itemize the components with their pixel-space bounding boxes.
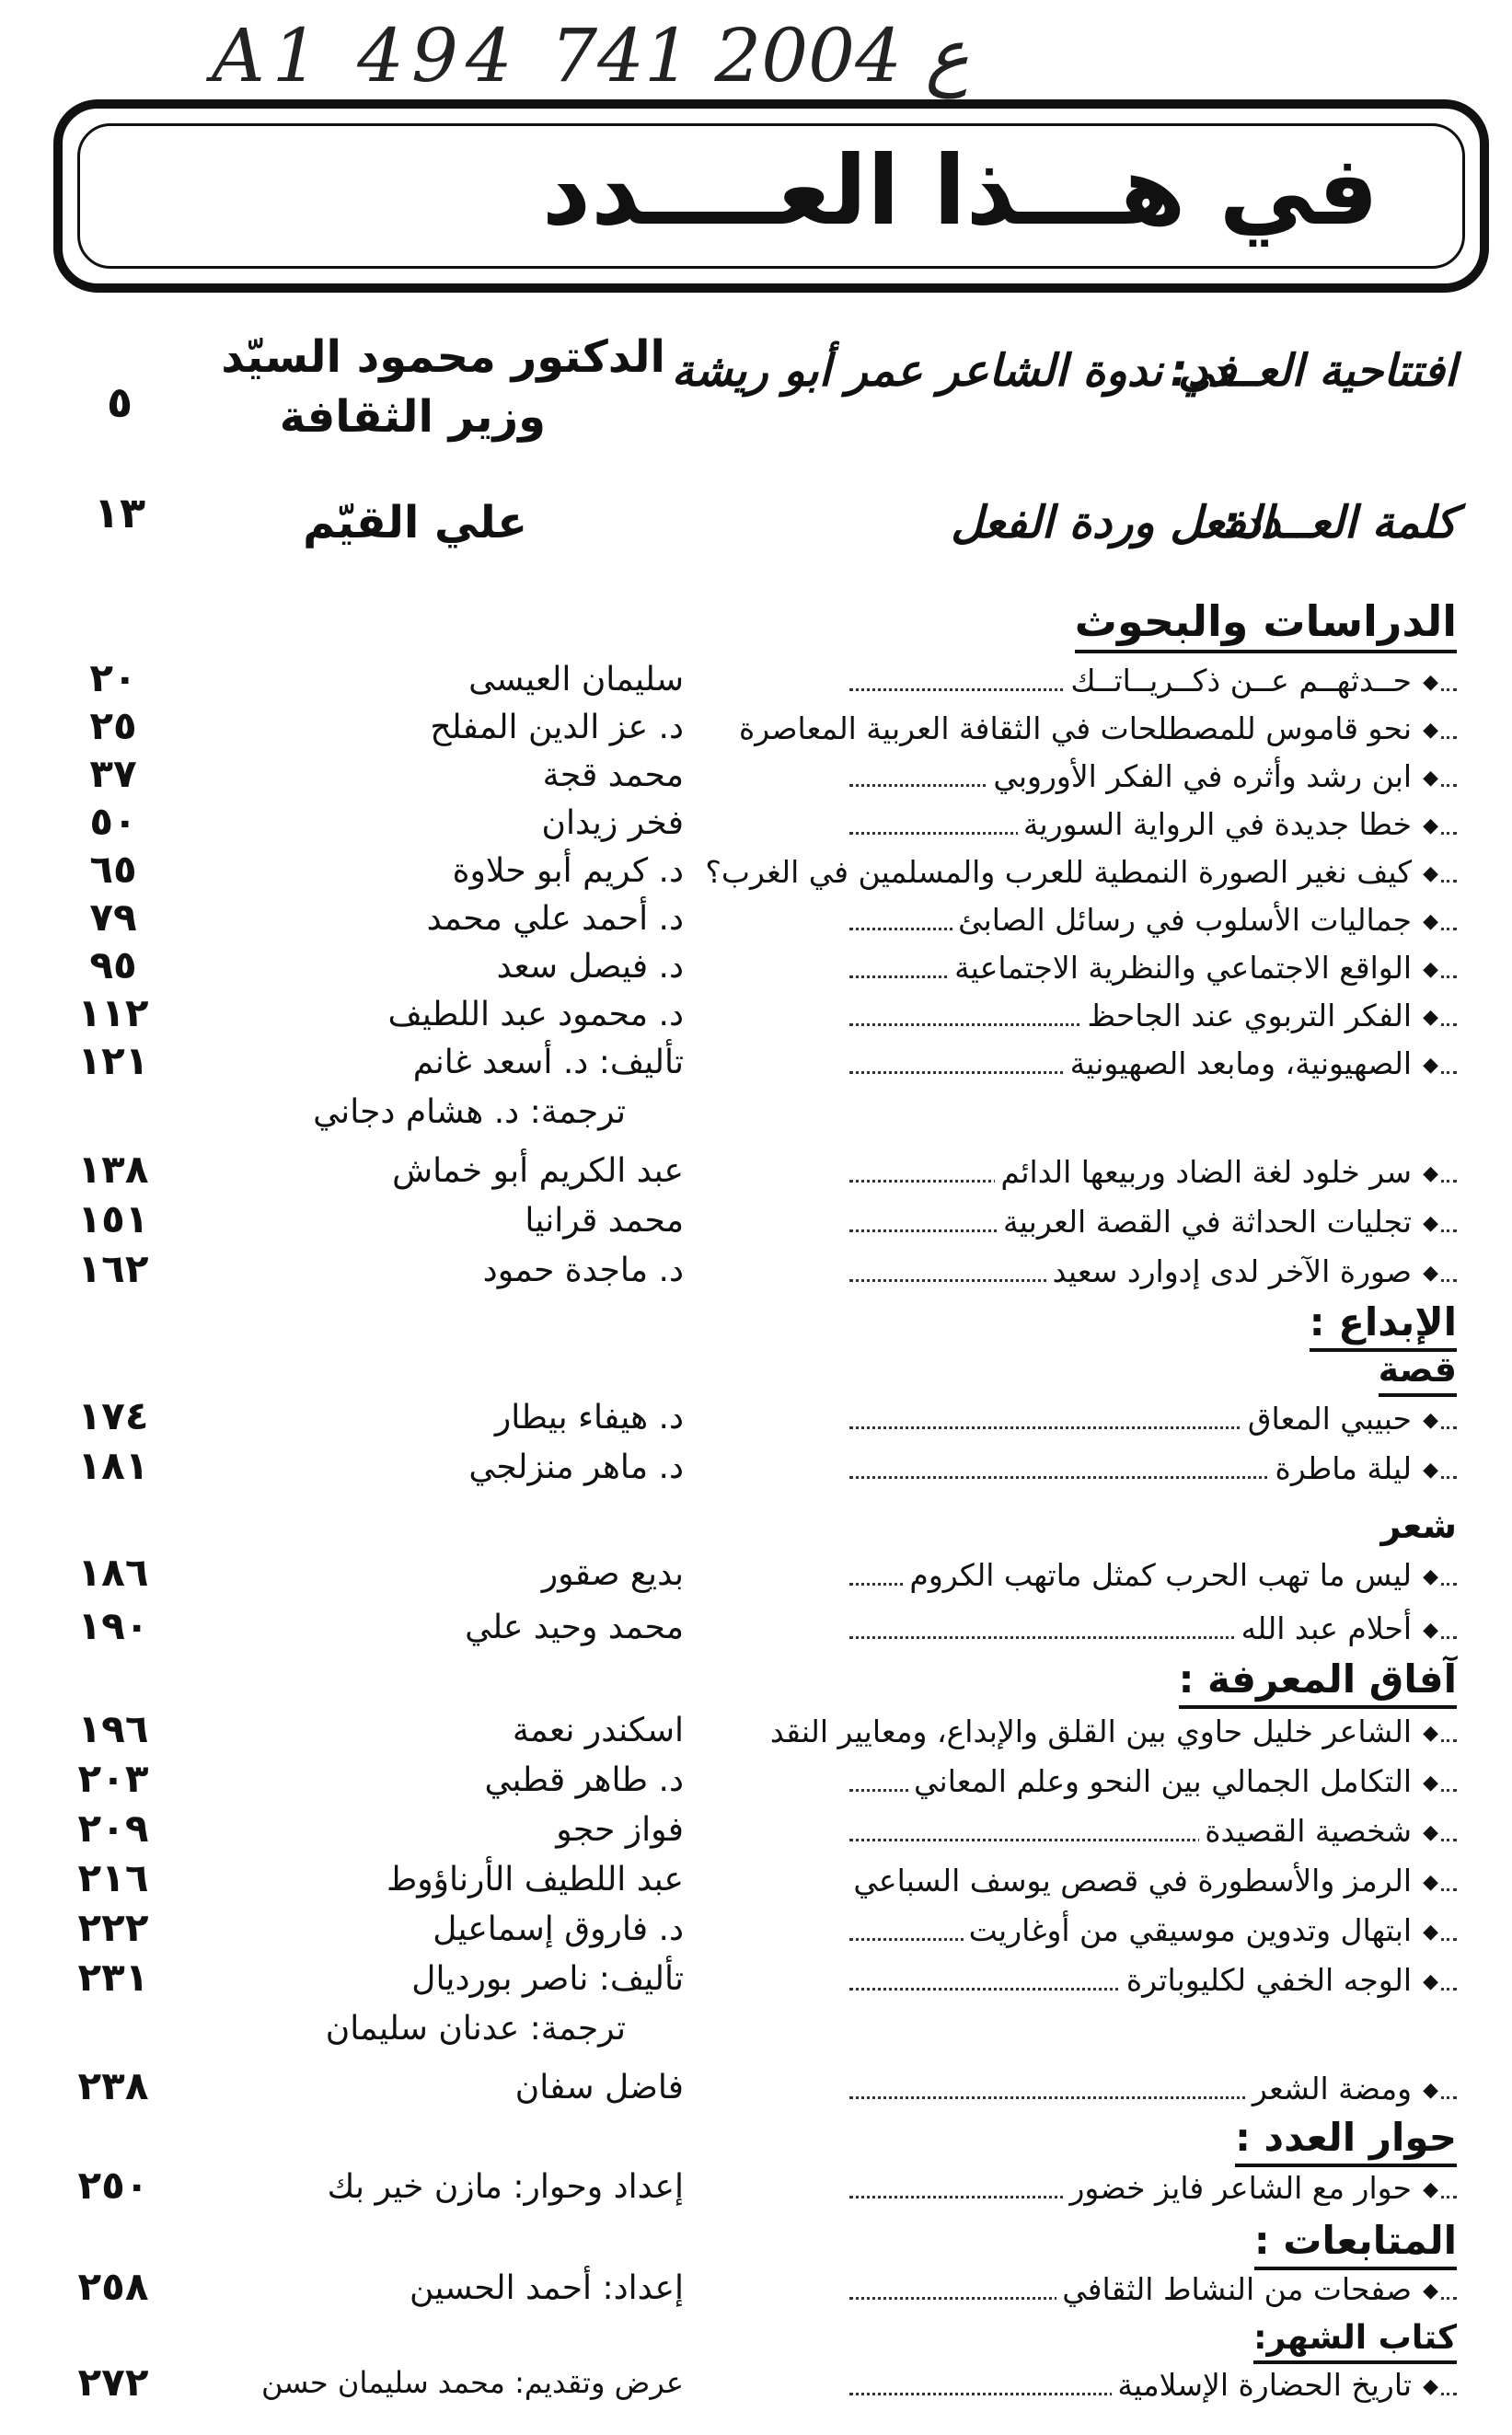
entry-author: د. أحمد علي محمد <box>426 900 684 938</box>
entry-page: ٢٥ <box>89 703 137 748</box>
toc-entry[interactable] <box>58 1147 1457 1207</box>
horizons-translator: ترجمة: عدنان سليمان <box>325 2010 626 2048</box>
entry-title: ◆ صفحات من النشاط الثقافي <box>1056 2271 1438 2307</box>
entry-page: ٣٧ <box>89 751 137 796</box>
entry-author: تأليف: د. أسعد غانم <box>412 1044 684 1081</box>
toc-entry[interactable] <box>58 1806 1457 1866</box>
entry-page: ١٦٢ <box>77 1246 149 1291</box>
entry-author: فواز حجو <box>556 1811 684 1849</box>
entry-title: ◆ الشاعر خليل حاوي بين القلق والإبداع، ومعايير النقد <box>765 1714 1438 1749</box>
word-label: كلمة العــدد: <box>1223 497 1457 548</box>
toc-entry[interactable] <box>58 2163 1457 2223</box>
entry-author: د. ماهر منزلجي <box>468 1448 684 1486</box>
opening-topic: في ندوة الشاعر عمر أبو ريشة <box>671 345 1236 397</box>
section-studies: الدراسات والبحوث <box>1075 596 1457 653</box>
entry-title: ◆ تجليات الحداثة في القصة العربية <box>998 1204 1438 1240</box>
toc-entry[interactable] <box>58 1443 1457 1504</box>
toc-entry[interactable] <box>58 799 1457 860</box>
toc-entry[interactable] <box>58 1603 1457 1664</box>
entry-title: ◆ الفكر التربوي عند الجاحظ <box>1082 998 1438 1033</box>
entry-author: محمد قرانيا <box>525 1202 684 1240</box>
entry-title: ◆ صورة الآخر لدى إدوارد سعيد <box>1047 1253 1438 1289</box>
entry-page: ٩٥ <box>89 942 137 987</box>
section-creativity: الإبداع : <box>1310 1299 1457 1352</box>
section-dialogue: حوار العدد : <box>1235 2115 1457 2167</box>
entry-page: ١٨١ <box>77 1443 149 1488</box>
entry-title: ◆ حــدثهــم عــن ذكــريــاتــك <box>1065 663 1438 698</box>
toc-entry[interactable] <box>58 894 1457 955</box>
entry-author: د. محمود عبد اللطيف <box>387 996 684 1033</box>
entry-title: ◆ كيف نغير الصورة النمطية للعرب والمسلمين في الغرب؟ <box>699 854 1438 890</box>
entry-page: ١٨٦ <box>77 1550 149 1595</box>
toc-entry[interactable] <box>58 1393 1457 1454</box>
entry-author: د. فيصل سعد <box>496 948 684 986</box>
entry-page: ٢٥٨ <box>77 2264 149 2309</box>
entry-author: اسكندر نعمة <box>512 1712 684 1749</box>
entry-title: ◆ تاريخ الحضارة الإسلامية <box>1112 2367 1438 2403</box>
toc-entry[interactable] <box>58 2360 1457 2420</box>
toc-entry[interactable] <box>58 1756 1457 1817</box>
entry-page: ١٣٨ <box>77 1147 149 1192</box>
entry-title: ◆ حوار مع الشاعر فايز خضور <box>1064 2170 1438 2206</box>
entry-page: ٢١٦ <box>77 1855 149 1900</box>
toc-entry[interactable] <box>58 1955 1457 2015</box>
section-story: قصة <box>1379 1349 1457 1397</box>
entry-page: ١٧٤ <box>77 1393 149 1438</box>
entry-title: ◆ الواقع الاجتماعي والنظرية الاجتماعية <box>949 950 1438 986</box>
entry-title: ◆ أحلام عبد الله <box>1236 1610 1438 1646</box>
entry-title: ◆ التكامل الجمالي بين النحو وعلم المعاني <box>908 1763 1438 1799</box>
entry-title: ◆ الصهيونية، ومابعد الصهيونية <box>1065 1045 1438 1081</box>
word-topic: الفعل وردة الفعل <box>951 497 1273 548</box>
entry-author: د. ماجدة حمود <box>482 1252 684 1289</box>
entry-title: ◆ خطا جديدة في الرواية السورية <box>1018 806 1438 842</box>
entry-page: ٢٣١ <box>77 1955 149 2000</box>
entry-title: ◆ ابن رشد وأثره في الفكر الأوروبي <box>987 758 1438 794</box>
entry-page: ١١٢ <box>77 990 149 1035</box>
entry-author: فخر زيدان <box>541 804 684 842</box>
entry-author: عبد الكريم أبو خماش <box>392 1152 684 1190</box>
entry-title: ◆ الرمز والأسطورة في قصص يوسف السباعي <box>848 1863 1438 1898</box>
entry-page: ١٩٠ <box>77 1603 149 1648</box>
entry-title: ◆ ابتهال وتدوين موسيقي من أوغاريت <box>964 1912 1438 1948</box>
entry-author: محمد قجة <box>542 756 684 794</box>
opening-page: ٥ <box>106 377 133 427</box>
toc-entry[interactable] <box>58 1246 1457 1307</box>
header-frame <box>53 99 1489 293</box>
entry-page: ٥٠ <box>89 799 137 844</box>
toc-entry[interactable] <box>58 847 1457 907</box>
entry-title: ◆ سر خلود لغة الضاد وربيعها الدائم <box>995 1154 1438 1190</box>
entry-page: ٢٥٠ <box>77 2163 149 2208</box>
toc-entry[interactable] <box>58 751 1457 812</box>
entry-page: ١٢١ <box>77 1038 149 1083</box>
entry-author: فاضل سفان <box>514 2069 684 2106</box>
entry-page: ٧٩ <box>89 894 137 940</box>
opening-author-line2: وزير الثقافة <box>279 391 546 443</box>
entry-page: ٢٧٢ <box>77 2360 149 2405</box>
entry-title: ◆ ليس ما تهب الحرب كمثل ماتهب الكروم <box>904 1557 1438 1593</box>
entry-author: تأليف: ناصر بورديال <box>411 1960 684 1998</box>
entry-page: ٦٥ <box>89 847 137 892</box>
opening-label: افتتاحية العــدد: <box>1170 345 1457 397</box>
word-page: ١٣ <box>93 488 146 537</box>
toc-entry[interactable] <box>58 1550 1457 1610</box>
toc-entry[interactable] <box>58 655 1457 716</box>
entry-author: عرض وتقديم: محمد سليمان حسن <box>260 2365 684 2400</box>
entry-page: ٢٠٣ <box>77 1756 149 1801</box>
entry-author: د. كريم أبو حلاوة <box>452 852 684 890</box>
entry-title: ◆ شخصية القصيدة <box>1199 1813 1438 1849</box>
toc-entry[interactable] <box>58 703 1457 764</box>
entry-page: ١٩٦ <box>77 1706 149 1751</box>
entry-page: ٢٠ <box>89 655 137 700</box>
entry-author: إعداد: أحمد الحسين <box>410 2269 684 2307</box>
entry-author: د. عز الدين المفلح <box>430 709 684 746</box>
entry-author: د. فاروق إسماعيل <box>433 1910 684 1948</box>
entry-author: عبد اللطيف الأرناؤوط <box>386 1861 684 1898</box>
section-followups: المتابعات : <box>1254 2218 1457 2270</box>
word-author: علي القيّم <box>303 497 527 548</box>
handwritten-catalog-number: A1 494 ع 2004 741 <box>212 13 970 98</box>
section-horizons: آفاق المعرفة : <box>1179 1656 1457 1709</box>
studies-translator: ترجمة: د. هشام دجاني <box>313 1093 626 1131</box>
entry-author: د. طاهر قطبي <box>484 1761 684 1799</box>
toc-entry[interactable] <box>58 2264 1457 2325</box>
entry-page: ٢٢٢ <box>77 1905 149 1950</box>
entry-page: ٢٣٨ <box>77 2063 149 2108</box>
entry-author: محمد وحيد علي <box>465 1609 684 1646</box>
toc-entry[interactable] <box>58 990 1457 1051</box>
header-title: في هـــذا العــــدد <box>541 134 1379 247</box>
entry-title: ◆ نحو قاموس للمصطلحات في الثقافة العربية المعاصرة <box>733 710 1438 746</box>
entry-title: ◆ ومضة الشعر <box>1247 2071 1438 2106</box>
entry-author: سليمان العيسى <box>468 661 684 698</box>
section-poetry: شعر <box>1380 1506 1457 1546</box>
entry-title: ◆ الوجه الخفي لكليوباترة <box>1121 1962 1438 1998</box>
toc-entry[interactable] <box>58 1706 1457 1767</box>
toc-entry[interactable] <box>58 1196 1457 1257</box>
entry-author: د. هيفاء بيطار <box>494 1399 684 1437</box>
toc-entry[interactable] <box>58 942 1457 1003</box>
entry-title: ◆ جماليات الأسلوب في رسائل الصابئ <box>952 902 1438 938</box>
entry-page: ٢٠٩ <box>77 1806 149 1851</box>
entry-title: ◆ حبيبي المعاق <box>1242 1401 1438 1437</box>
entry-author: إعداد وحوار: مازن خير بك <box>327 2168 684 2206</box>
entry-title: ◆ ليلة ماطرة <box>1269 1450 1438 1486</box>
toc-entry[interactable] <box>58 1905 1457 1966</box>
section-book: كتاب الشهر: <box>1253 2319 1457 2364</box>
toc-entry[interactable] <box>58 1855 1457 1916</box>
entry-page: ١٥١ <box>77 1196 149 1241</box>
opening-author-line1: الدكتور محمود السيّد <box>221 331 665 383</box>
toc-entry[interactable] <box>58 1038 1457 1099</box>
entry-author: بديع صقور <box>541 1555 684 1593</box>
